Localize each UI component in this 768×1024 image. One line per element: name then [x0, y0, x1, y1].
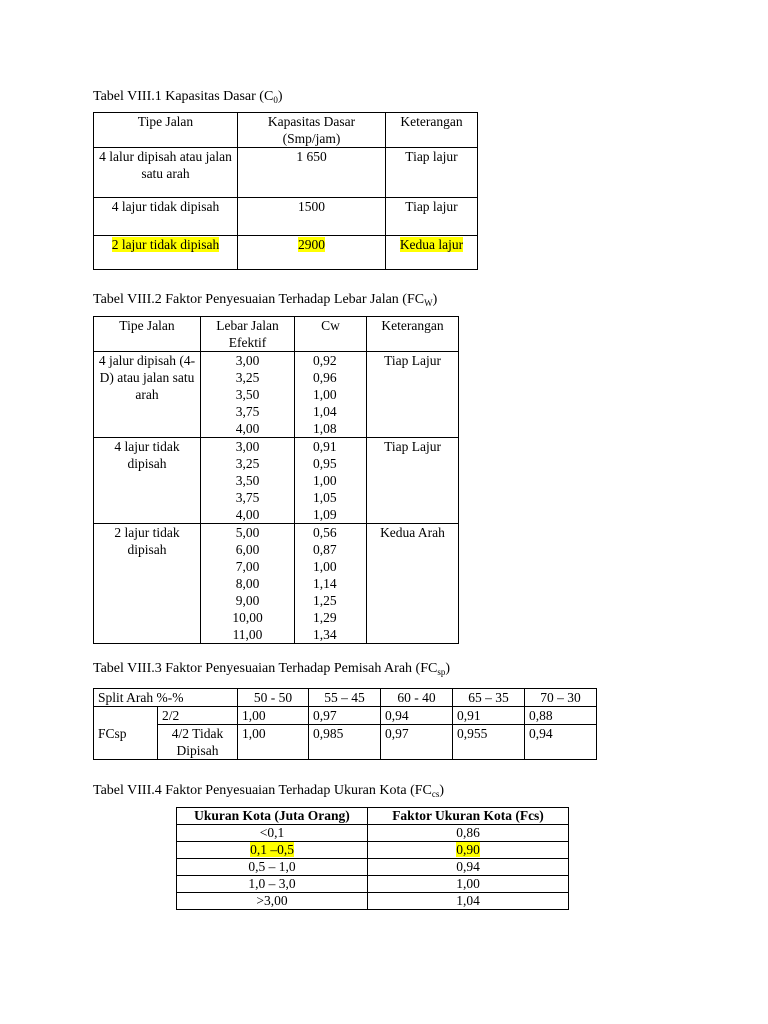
table3-row-label: FCsp — [94, 707, 158, 760]
table3-header-split-value: 60 - 40 — [381, 689, 453, 707]
table3-header-split-value: 50 - 50 — [238, 689, 309, 707]
table3-sub-label: 4/2 Tidak Dipisah — [158, 725, 238, 760]
table4-header-ukuran: Ukuran Kota (Juta Orang) — [177, 808, 368, 825]
table4-cell-faktor: 0,94 — [368, 859, 569, 876]
table3-cell: 1,00 — [238, 725, 309, 760]
table4-header-faktor: Faktor Ukuran Kota (Fcs) — [368, 808, 569, 825]
table3-cell: 0,955 — [453, 725, 525, 760]
table2-cell-lebar: 3,00 3,25 3,50 3,75 4,00 — [201, 352, 295, 438]
table2-caption: Tabel VIII.2 Faktor Penyesuaian Terhadap Lebar Jalan $(FC_W)$ — [93, 292, 438, 308]
table2-cell-cw: 0,92 0,96 1,00 1,04 1,08 — [295, 352, 367, 438]
table1-cell-keterangan: Tiap lajur — [386, 198, 478, 236]
table4-cell-ukuran: 1,0 – 3,0 — [177, 876, 368, 893]
table1-cell-kapasitas: 1 650 — [238, 148, 386, 198]
table2-header-cw: Cw — [295, 317, 367, 352]
table2-cell-cw: 0,91 0,95 1,00 1,05 1,09 — [295, 438, 367, 524]
table3-sub-label: 2/2 — [158, 707, 238, 725]
table2-cell-tipe: 4 jalur dipisah (4-D) atau jalan satu arah — [94, 352, 201, 438]
table3-cell: 0,88 — [525, 707, 597, 725]
table1-cell-kapasitas-highlighted: 2900 — [238, 236, 386, 270]
table1-cell-keterangan: Tiap lajur — [386, 148, 478, 198]
table3-caption: Tabel VIII.3 Faktor Penyesuaian Terhadap Pemisah Arah $(FC_{sp})$ — [93, 661, 451, 677]
table1-kapasitas-dasar — [93, 112, 478, 270]
table1-header-keterangan: Keterangan — [386, 113, 478, 148]
table3-cell: 0,985 — [309, 725, 381, 760]
table2-cell-cw: 0,56 0,87 1,00 1,14 1,25 1,29 1,34 — [295, 524, 367, 644]
table3-cell: 0,94 — [525, 725, 597, 760]
table4-cell-faktor: 1,04 — [368, 893, 569, 910]
table4-cell-ukuran: <0,1 — [177, 825, 368, 842]
table3-header-split-value: 65 – 35 — [453, 689, 525, 707]
table4-caption: Tabel VIII.4 Faktor Penyesuaian Terhadap Ukuran Kota $(FC_{cs})$ — [93, 783, 445, 799]
table1-header-kapasitas: Kapasitas Dasar (Smp/jam) — [238, 113, 386, 148]
table4-cell-faktor: 1,00 — [368, 876, 569, 893]
table3-header-split-value: 55 – 45 — [309, 689, 381, 707]
table2-cell-keterangan: Tiap Lajur — [367, 352, 459, 438]
table3-cell: 1,00 — [238, 707, 309, 725]
table2-cell-lebar: 5,00 6,00 7,00 8,00 9,00 10,00 11,00 — [201, 524, 295, 644]
table3-cell: 0,97 — [309, 707, 381, 725]
table1-cell-tipe: 4 lajur tidak dipisah — [94, 198, 238, 236]
table3-header-split: Split Arah %-% — [94, 689, 238, 707]
table1-cell-kapasitas: 1500 — [238, 198, 386, 236]
table1-cell-keterangan-highlighted: Kedua lajur — [386, 236, 478, 270]
table3-header-split-value: 70 – 30 — [525, 689, 597, 707]
table1-cell-tipe: 4 lalur dipisah atau jalan satu arah — [94, 148, 238, 198]
table1-header-tipe: Tipe Jalan — [94, 113, 238, 148]
table4-cell-ukuran: 0,5 – 1,0 — [177, 859, 368, 876]
table3-cell: 0,97 — [381, 725, 453, 760]
table4-ukuran-kota — [176, 807, 569, 910]
table1-caption: Tabel VIII.1 Kapasitas Dasar $(C_0)$ — [93, 89, 283, 105]
table1-cell-tipe-highlighted: 2 lajur tidak dipisah — [94, 236, 238, 270]
table4-cell-faktor-highlighted: 0,90 — [368, 842, 569, 859]
table2-lebar-jalan — [93, 316, 459, 644]
table2-cell-tipe: 2 lajur tidak dipisah — [94, 524, 201, 644]
table4-cell-faktor: 0,86 — [368, 825, 569, 842]
table3-cell: 0,94 — [381, 707, 453, 725]
table2-cell-keterangan: Tiap Lajur — [367, 438, 459, 524]
table4-cell-ukuran-highlighted: 0,1 –0,5 — [177, 842, 368, 859]
table2-header-keterangan: Keterangan — [367, 317, 459, 352]
table2-cell-keterangan: Kedua Arah — [367, 524, 459, 644]
table4-cell-ukuran: >3,00 — [177, 893, 368, 910]
table2-cell-lebar: 3,00 3,25 3,50 3,75 4,00 — [201, 438, 295, 524]
table3-cell: 0,91 — [453, 707, 525, 725]
table2-cell-tipe: 4 lajur tidak dipisah — [94, 438, 201, 524]
table2-header-lebar: Lebar Jalan Efektif — [201, 317, 295, 352]
table2-header-tipe: Tipe Jalan — [94, 317, 201, 352]
table3-pemisah-arah — [93, 688, 597, 760]
